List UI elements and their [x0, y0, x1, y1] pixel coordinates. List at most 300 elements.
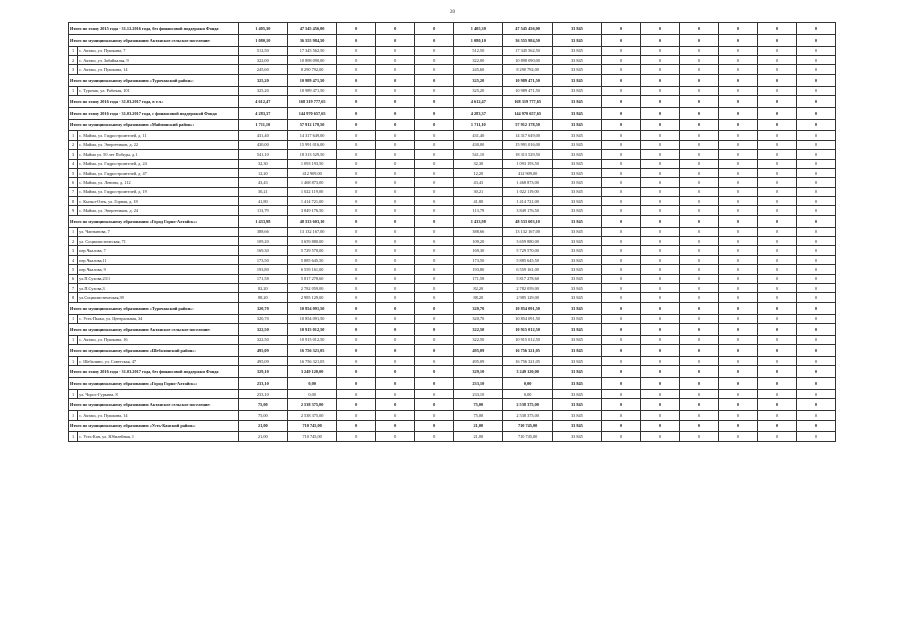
- table-row: [69, 411, 836, 420]
- cell-value-10: 0: [641, 389, 680, 398]
- cell-value-14: 0: [796, 335, 835, 344]
- cell-value-5: 0: [415, 293, 454, 302]
- cell-value-14: 0: [796, 274, 835, 283]
- cell-value-13: 0: [757, 378, 796, 390]
- row-number: 2: [69, 237, 78, 246]
- cell-value-9: 0: [602, 345, 641, 357]
- cell-value-10: 0: [641, 420, 680, 432]
- cell-value-7: 10 854 091,50: [503, 302, 552, 314]
- cell-value-8: 33 845: [552, 215, 601, 227]
- row-number: 9: [69, 206, 78, 215]
- row-label: Итого по муниципальному образованию «Майминский район»:: [69, 119, 239, 131]
- cell-value-7: 168 319 777,65: [503, 95, 552, 107]
- page-number: 20: [450, 10, 455, 15]
- cell-value-14: 0: [796, 107, 835, 119]
- cell-value-8: 33 845: [552, 420, 601, 432]
- cell-value-9: 0: [602, 197, 641, 206]
- row-address: ул. Чорос-Гуркина, 8: [78, 389, 239, 398]
- cell-value-12: 0: [718, 265, 757, 274]
- cell-value-4: 0: [376, 411, 415, 420]
- cell-value-4: 0: [376, 366, 415, 378]
- cell-value-2: 2 985 129,00: [287, 293, 336, 302]
- row-label: Итого по муниципальному образованию Актанское сельское поселение:: [69, 399, 239, 411]
- cell-value-6: 43,43: [454, 178, 503, 187]
- row-number: 6: [69, 274, 78, 283]
- cell-value-8: 33 845: [552, 255, 601, 264]
- cell-value-3: 0: [337, 302, 376, 314]
- table-row: [69, 237, 836, 246]
- cell-value-6: 233,10: [454, 378, 503, 390]
- cell-value-8: 33 845: [552, 265, 601, 274]
- cell-value-2: 0,00: [287, 389, 336, 398]
- row-address: с. Шебалино, ул. Советская, 47: [78, 356, 239, 365]
- cell-value-11: 0: [680, 46, 719, 55]
- table-row-subtotal: [69, 378, 836, 390]
- cell-value-5: 0: [415, 255, 454, 264]
- cell-value-9: 0: [602, 150, 641, 159]
- table-row: [69, 314, 836, 323]
- cell-value-5: 0: [415, 119, 454, 131]
- cell-value-9: 0: [602, 168, 641, 177]
- row-address: с. Акташ, ул. Пушкина, 14: [78, 411, 239, 420]
- cell-value-2: 13 132 167,00: [287, 227, 336, 236]
- cell-value-12: 0: [718, 274, 757, 283]
- cell-value-2: 1 468 873,00: [287, 178, 336, 187]
- row-label: Итого по муниципальному образованию Актанское сельское поселение:: [69, 34, 239, 46]
- cell-value-4: 0: [376, 168, 415, 177]
- cell-value-2: 18 313 529,50: [287, 150, 336, 159]
- cell-value-4: 0: [376, 131, 415, 140]
- row-label: Итого по муниципальному образованию «Шебалинский район»:: [69, 345, 239, 357]
- cell-value-13: 0: [757, 265, 796, 274]
- cell-value-9: 0: [602, 420, 641, 432]
- cell-value-3: 0: [337, 378, 376, 390]
- table-row: [69, 293, 836, 302]
- cell-value-6: 430,00: [454, 140, 503, 149]
- cell-value-3: 0: [337, 389, 376, 398]
- cell-value-10: 0: [641, 432, 680, 441]
- cell-value-14: 0: [796, 131, 835, 140]
- cell-value-6: 88,20: [454, 293, 503, 302]
- row-address: пер.Чкалова, 7: [78, 246, 239, 255]
- cell-value-1: 541,10: [238, 150, 287, 159]
- cell-value-12: 0: [718, 23, 757, 35]
- cell-value-3: 0: [337, 255, 376, 264]
- cell-value-2: 1 414 721,00: [287, 197, 336, 206]
- row-address: пер.Чкалова,11: [78, 255, 239, 264]
- cell-value-9: 0: [602, 206, 641, 215]
- cell-value-9: 0: [602, 237, 641, 246]
- cell-value-9: 0: [602, 46, 641, 55]
- cell-value-1: 169,30: [238, 246, 287, 255]
- cell-value-14: 0: [796, 197, 835, 206]
- cell-value-8: 33 845: [552, 274, 601, 283]
- row-address: с. Усть-Пыжа, ул. Центральная, 34: [78, 314, 239, 323]
- cell-value-7: 2 985 129,00: [503, 293, 552, 302]
- cell-value-11: 0: [680, 206, 719, 215]
- cell-value-6: 320,70: [454, 314, 503, 323]
- cell-value-5: 0: [415, 389, 454, 398]
- row-number: 1: [69, 389, 78, 398]
- cell-value-12: 0: [718, 187, 757, 196]
- cell-value-14: 0: [796, 293, 835, 302]
- cell-value-12: 0: [718, 46, 757, 55]
- cell-value-5: 0: [415, 237, 454, 246]
- table-row-subtotal: [69, 23, 836, 35]
- cell-value-13: 0: [757, 74, 796, 86]
- cell-value-7: 15 991 016,00: [503, 140, 552, 149]
- cell-value-1: 245,60: [238, 65, 287, 74]
- row-number: 2: [69, 140, 78, 149]
- cell-value-5: 0: [415, 314, 454, 323]
- cell-value-4: 0: [376, 237, 415, 246]
- table-row-subtotal: [69, 119, 836, 131]
- cell-value-8: 33 845: [552, 95, 601, 107]
- cell-value-13: 0: [757, 197, 796, 206]
- data-table-container: [68, 22, 836, 442]
- cell-value-5: 0: [415, 356, 454, 365]
- cell-value-11: 0: [680, 65, 719, 74]
- table-body: [69, 23, 836, 442]
- cell-value-9: 0: [602, 159, 641, 168]
- cell-value-10: 0: [641, 366, 680, 378]
- cell-value-1: 1 433,98: [238, 215, 287, 227]
- cell-value-9: 0: [602, 227, 641, 236]
- cell-value-4: 0: [376, 420, 415, 432]
- table-row: [69, 131, 836, 140]
- cell-value-12: 0: [718, 86, 757, 95]
- cell-value-7: 710 745,00: [503, 432, 552, 441]
- row-address: с. Акташ, ул. Пушкина, 14: [78, 65, 239, 74]
- cell-value-12: 0: [718, 197, 757, 206]
- table-row: [69, 197, 836, 206]
- cell-value-3: 0: [337, 74, 376, 86]
- cell-value-10: 0: [641, 55, 680, 64]
- cell-value-8: 33 845: [552, 323, 601, 335]
- cell-value-14: 0: [796, 356, 835, 365]
- table-row: [69, 65, 836, 74]
- cell-value-13: 0: [757, 119, 796, 131]
- cell-value-10: 0: [641, 74, 680, 86]
- cell-value-10: 0: [641, 345, 680, 357]
- cell-value-3: 0: [337, 86, 376, 95]
- cell-value-7: 5 817 278,60: [503, 274, 552, 283]
- cell-value-4: 0: [376, 23, 415, 35]
- cell-value-8: 33 845: [552, 345, 601, 357]
- cell-value-8: 33 845: [552, 389, 601, 398]
- cell-value-5: 0: [415, 274, 454, 283]
- cell-value-1: 320,70: [238, 302, 287, 314]
- cell-value-12: 0: [718, 335, 757, 344]
- cell-value-8: 33 845: [552, 335, 601, 344]
- cell-value-6: 4 612,47: [454, 95, 503, 107]
- cell-value-10: 0: [641, 150, 680, 159]
- cell-value-12: 0: [718, 215, 757, 227]
- table-row: [69, 178, 836, 187]
- cell-value-2: 14 317 649,00: [287, 131, 336, 140]
- table-row: [69, 265, 836, 274]
- cell-value-12: 0: [718, 227, 757, 236]
- cell-value-2: 168 319 777,65: [287, 95, 336, 107]
- cell-value-1: 325,20: [238, 86, 287, 95]
- cell-value-10: 0: [641, 302, 680, 314]
- cell-value-2: 3 849 176,50: [287, 206, 336, 215]
- cell-value-14: 0: [796, 265, 835, 274]
- row-number: 4: [69, 159, 78, 168]
- cell-value-14: 0: [796, 302, 835, 314]
- row-number: 6: [69, 178, 78, 187]
- cell-value-5: 0: [415, 107, 454, 119]
- cell-value-12: 0: [718, 159, 757, 168]
- cell-value-4: 0: [376, 302, 415, 314]
- cell-value-1: 21,00: [238, 432, 287, 441]
- cell-value-7: 57 912 178,50: [503, 119, 552, 131]
- cell-value-14: 0: [796, 323, 835, 335]
- cell-value-14: 0: [796, 215, 835, 227]
- cell-value-1: 43,43: [238, 178, 287, 187]
- cell-value-2: 3 249 120,00: [287, 366, 336, 378]
- cell-value-13: 0: [757, 255, 796, 264]
- cell-value-10: 0: [641, 206, 680, 215]
- row-number: 1: [69, 411, 78, 420]
- cell-value-7: 10 915 012,50: [503, 323, 552, 335]
- cell-value-5: 0: [415, 420, 454, 432]
- cell-value-2: 10 915 012,50: [287, 323, 336, 335]
- cell-value-11: 0: [680, 34, 719, 46]
- cell-value-12: 0: [718, 168, 757, 177]
- cell-value-2: 1 093 193,50: [287, 159, 336, 168]
- cell-value-11: 0: [680, 293, 719, 302]
- cell-value-12: 0: [718, 255, 757, 264]
- cell-value-12: 0: [718, 178, 757, 187]
- cell-value-4: 0: [376, 389, 415, 398]
- cell-value-2: 10 915 012,50: [287, 335, 336, 344]
- cell-value-6: 325,20: [454, 86, 503, 95]
- cell-value-8: 33 845: [552, 293, 601, 302]
- cell-value-4: 0: [376, 119, 415, 131]
- cell-value-2: 0,00: [287, 378, 336, 390]
- cell-value-2: 2 538 375,00: [287, 399, 336, 411]
- cell-value-1: 109,20: [238, 237, 287, 246]
- cell-value-4: 0: [376, 197, 415, 206]
- row-number: 3: [69, 65, 78, 74]
- row-number: 1: [69, 227, 78, 236]
- cell-value-11: 0: [680, 119, 719, 131]
- cell-value-13: 0: [757, 150, 796, 159]
- table-row: [69, 432, 836, 441]
- table-row: [69, 150, 836, 159]
- cell-value-2: 8 290 792,00: [287, 65, 336, 74]
- cell-value-11: 0: [680, 150, 719, 159]
- cell-value-8: 33 845: [552, 23, 601, 35]
- cell-value-14: 0: [796, 345, 835, 357]
- cell-value-3: 0: [337, 293, 376, 302]
- cell-value-13: 0: [757, 237, 796, 246]
- cell-value-13: 0: [757, 23, 796, 35]
- cell-value-4: 0: [376, 432, 415, 441]
- cell-value-13: 0: [757, 131, 796, 140]
- cell-value-13: 0: [757, 34, 796, 46]
- cell-value-3: 0: [337, 197, 376, 206]
- table-row-subtotal: [69, 107, 836, 119]
- cell-value-6: 329,10: [454, 366, 503, 378]
- cell-value-1: 322,50: [238, 335, 287, 344]
- cell-value-10: 0: [641, 335, 680, 344]
- cell-value-4: 0: [376, 159, 415, 168]
- row-address: ул.П.Сухова,23/1: [78, 274, 239, 283]
- cell-value-3: 0: [337, 274, 376, 283]
- cell-value-12: 0: [718, 206, 757, 215]
- row-number: 1: [69, 432, 78, 441]
- cell-value-8: 33 845: [552, 411, 601, 420]
- cell-value-3: 0: [337, 55, 376, 64]
- cell-value-5: 0: [415, 46, 454, 55]
- cell-value-7: 710 745,00: [503, 420, 552, 432]
- table-row: [69, 46, 836, 55]
- cell-value-3: 0: [337, 411, 376, 420]
- cell-value-11: 0: [680, 335, 719, 344]
- cell-value-9: 0: [602, 366, 641, 378]
- cell-value-7: 10 989 471,50: [503, 86, 552, 95]
- cell-value-13: 0: [757, 335, 796, 344]
- cell-value-1: 1 711,10: [238, 119, 287, 131]
- row-number: 8: [69, 197, 78, 206]
- cell-value-11: 0: [680, 255, 719, 264]
- cell-value-7: 10 989 471,50: [503, 74, 552, 86]
- cell-value-6: 30,21: [454, 187, 503, 196]
- cell-value-5: 0: [415, 150, 454, 159]
- cell-value-4: 0: [376, 265, 415, 274]
- cell-value-11: 0: [680, 168, 719, 177]
- cell-value-6: 512,50: [454, 46, 503, 55]
- cell-value-12: 0: [718, 140, 757, 149]
- row-number: 1: [69, 356, 78, 365]
- cell-value-8: 33 845: [552, 46, 601, 55]
- cell-value-7: 2 782 059,00: [503, 284, 552, 293]
- table-row-subtotal: [69, 74, 836, 86]
- cell-value-3: 0: [337, 246, 376, 255]
- row-number: 2: [69, 55, 78, 64]
- cell-value-7: 2 538 375,00: [503, 411, 552, 420]
- cell-value-1: 75,00: [238, 399, 287, 411]
- cell-value-1: 322,00: [238, 55, 287, 64]
- cell-value-6: 41,80: [454, 197, 503, 206]
- cell-value-11: 0: [680, 399, 719, 411]
- cell-value-6: 431,40: [454, 131, 503, 140]
- cell-value-12: 0: [718, 284, 757, 293]
- row-address: ул. Чаптынова, 7: [78, 227, 239, 236]
- cell-value-14: 0: [796, 314, 835, 323]
- row-number: 1: [69, 86, 78, 95]
- cell-value-6: 495,09: [454, 345, 503, 357]
- cell-value-7: 144 970 657,65: [503, 107, 552, 119]
- cell-value-12: 0: [718, 314, 757, 323]
- cell-value-6: 75,00: [454, 399, 503, 411]
- cell-value-6: 322,00: [454, 55, 503, 64]
- cell-value-10: 0: [641, 86, 680, 95]
- cell-value-8: 33 845: [552, 159, 601, 168]
- cell-value-1: 431,40: [238, 131, 287, 140]
- cell-value-11: 0: [680, 284, 719, 293]
- cell-value-8: 33 845: [552, 237, 601, 246]
- cell-value-4: 0: [376, 74, 415, 86]
- cell-value-4: 0: [376, 140, 415, 149]
- cell-value-7: 3 849 176,50: [503, 206, 552, 215]
- cell-value-11: 0: [680, 420, 719, 432]
- cell-value-10: 0: [641, 227, 680, 236]
- row-label: Итого по муниципальному образованию «Город Горно-Алтайск»:: [69, 378, 239, 390]
- cell-value-11: 0: [680, 197, 719, 206]
- cell-value-7: 14 317 649,00: [503, 131, 552, 140]
- cell-value-11: 0: [680, 411, 719, 420]
- row-address: с. Майма, ул. Гидростроителей, д. 11: [78, 131, 239, 140]
- cell-value-8: 33 845: [552, 356, 601, 365]
- cell-value-14: 0: [796, 237, 835, 246]
- row-label: Итого по муниципальному образованию «Турочакский район»:: [69, 302, 239, 314]
- cell-value-13: 0: [757, 178, 796, 187]
- relocation-program-table: [68, 22, 836, 442]
- table-row: [69, 55, 836, 64]
- cell-value-14: 0: [796, 284, 835, 293]
- cell-value-8: 33 845: [552, 178, 601, 187]
- cell-value-5: 0: [415, 140, 454, 149]
- cell-value-13: 0: [757, 215, 796, 227]
- cell-value-2: 6 559 161,00: [287, 265, 336, 274]
- cell-value-1: 41,80: [238, 197, 287, 206]
- cell-value-13: 0: [757, 95, 796, 107]
- cell-value-13: 0: [757, 366, 796, 378]
- cell-value-9: 0: [602, 74, 641, 86]
- cell-value-10: 0: [641, 131, 680, 140]
- cell-value-2: 3 659 880,00: [287, 237, 336, 246]
- cell-value-1: 322,50: [238, 323, 287, 335]
- cell-value-11: 0: [680, 345, 719, 357]
- cell-value-3: 0: [337, 314, 376, 323]
- cell-value-7: 3 249 120,00: [503, 366, 552, 378]
- table-row: [69, 335, 836, 344]
- cell-value-4: 0: [376, 107, 415, 119]
- table-row: [69, 246, 836, 255]
- cell-value-3: 0: [337, 119, 376, 131]
- table-row: [69, 206, 836, 215]
- cell-value-4: 0: [376, 46, 415, 55]
- cell-value-14: 0: [796, 23, 835, 35]
- cell-value-12: 0: [718, 74, 757, 86]
- cell-value-5: 0: [415, 23, 454, 35]
- cell-value-1: 82,20: [238, 284, 287, 293]
- cell-value-8: 33 845: [552, 140, 601, 149]
- table-row: [69, 389, 836, 398]
- cell-value-13: 0: [757, 314, 796, 323]
- row-number: 8: [69, 293, 78, 302]
- cell-value-12: 0: [718, 119, 757, 131]
- row-address: с. Майма, ул. Гидростроителей, д. 24: [78, 159, 239, 168]
- cell-value-2: 36 555 984,50: [287, 34, 336, 46]
- cell-value-5: 0: [415, 432, 454, 441]
- cell-value-9: 0: [602, 293, 641, 302]
- cell-value-7: 16 756 321,05: [503, 356, 552, 365]
- cell-value-10: 0: [641, 255, 680, 264]
- cell-value-13: 0: [757, 345, 796, 357]
- cell-value-8: 33 845: [552, 399, 601, 411]
- cell-value-14: 0: [796, 389, 835, 398]
- cell-value-7: 412 909,00: [503, 168, 552, 177]
- cell-value-6: 32,30: [454, 159, 503, 168]
- cell-value-6: 109,20: [454, 237, 503, 246]
- cell-value-10: 0: [641, 187, 680, 196]
- row-label: Итого по этапу 2015 года - 31.12.2016 года, без финансовой поддержки Фонда: [69, 23, 239, 35]
- cell-value-11: 0: [680, 265, 719, 274]
